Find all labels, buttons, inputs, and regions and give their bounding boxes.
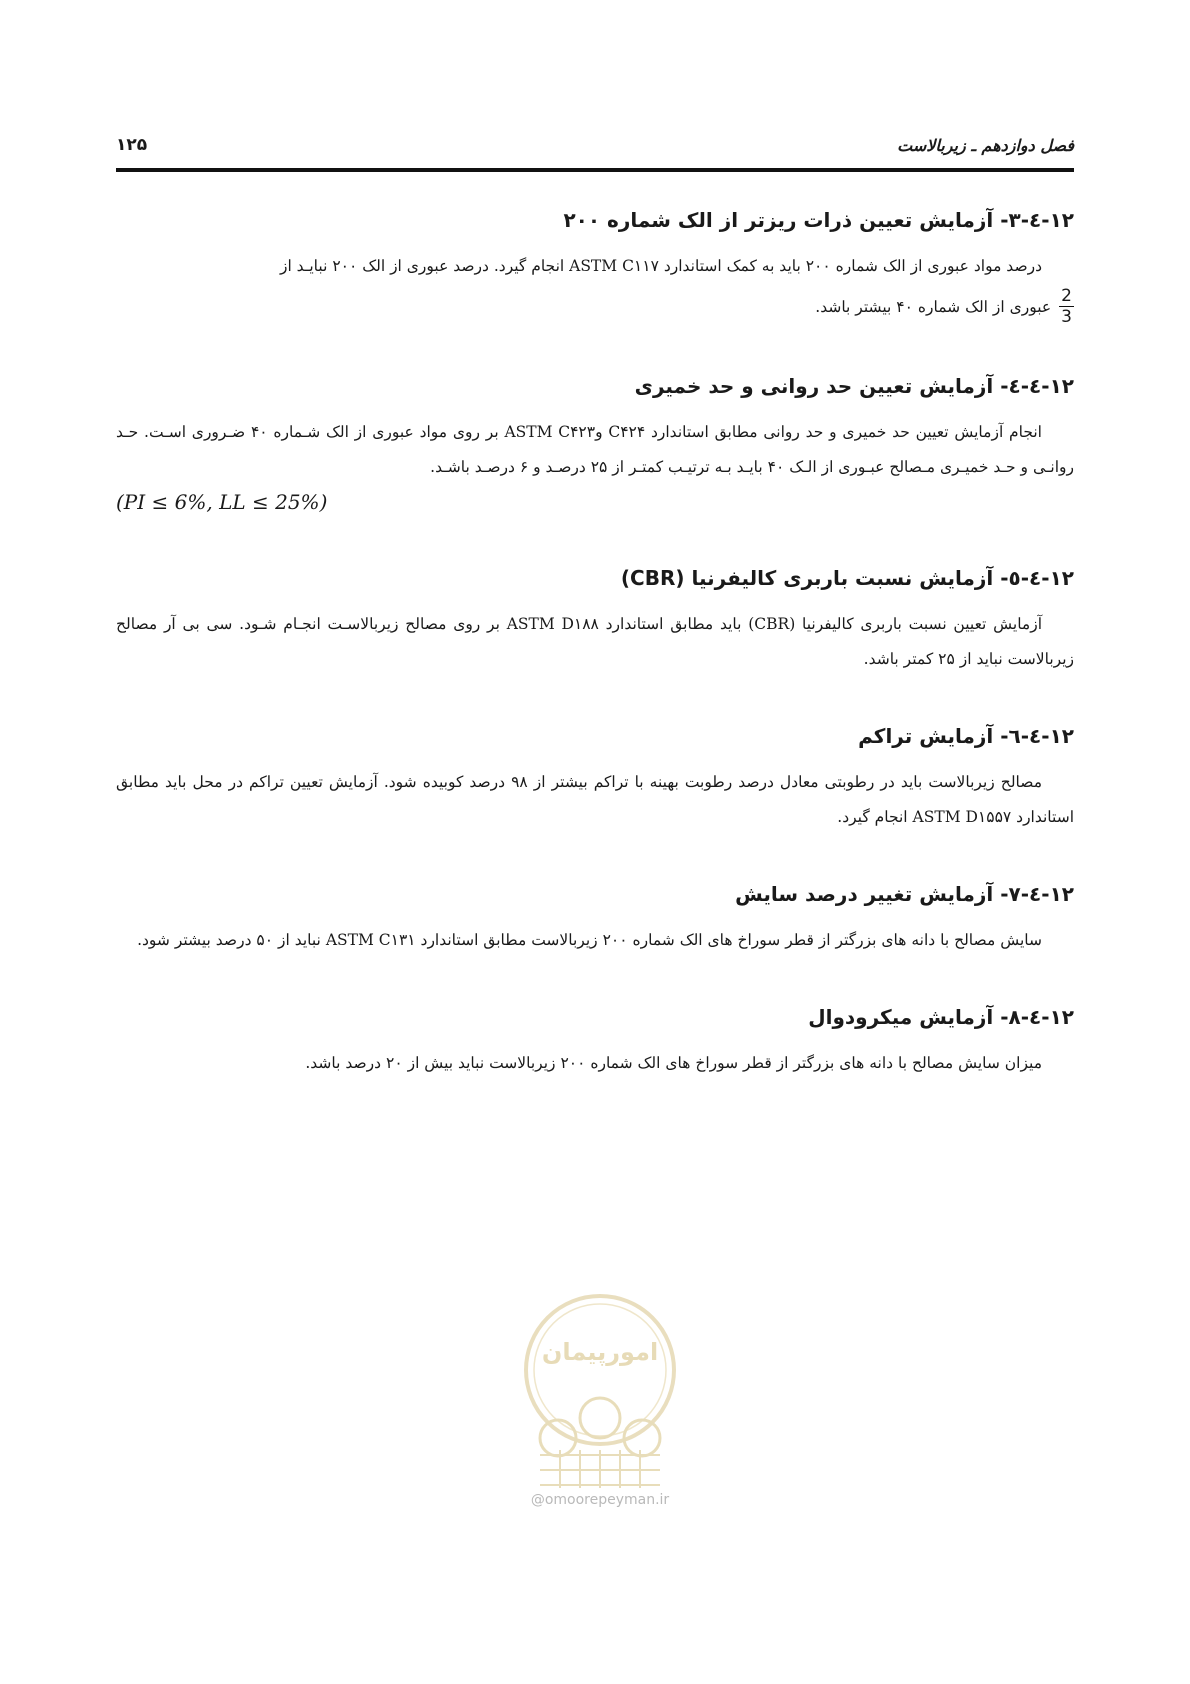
section-heading: ۱۲-٤-۸- آزمایش میکرودوال <box>808 1005 1074 1029</box>
fraction-text: عبوری از الک شماره ۴۰ بیشتر باشد. <box>815 297 1052 316</box>
page-header <box>116 128 1074 162</box>
section-compaction <box>116 721 1074 835</box>
fraction-numerator: 2 <box>1061 286 1072 306</box>
section-heading: ۱۲-٤-٥- آزمایش نسبت باربری کالیفرنیا (CBR) <box>620 566 1074 590</box>
page-content <box>116 205 1074 1125</box>
section-heading: ۱۲-٤-٦- آزمایش تراکم <box>858 724 1074 748</box>
fraction-line <box>116 286 1074 327</box>
chapter-title: فصل دوازدهم ـ زیربالاست <box>897 135 1074 155</box>
section-heading: ۱۲-٤-۳- آزمایش تعیین ذرات ریزتر از الک شماره ۲۰۰ <box>563 208 1074 232</box>
section-atterberg-limits <box>116 371 1074 519</box>
section-paragraph: میزان سایش مصالح با دانه های بزرگتر از قطر سوراخ های الک شماره ۲۰۰ زیربالاست نباید بیش از ۲۰ درصد باشد. <box>305 1054 1042 1072</box>
watermark-logo-icon <box>520 1290 680 1490</box>
section-paragraph: انجام آزمایش تعیین حد خمیری و حد روانی مطابق استاندارد C۴۲۴ وASTM C۴۲۳ بر روی مواد عبوری از الک شـماره ۴۰ ضـروری اسـت. حـد روانـی و حـد خمیـری مـصالح عبـوری از الـک ۴۰ بایـد بـه ترتیـب کمتـر از ۲۵ درصـد و ۶ درصـد باشـد. <box>116 423 1074 476</box>
section-paragraph: مصالح زیربالاست باید در رطوبتی معادل درصد رطوبت بهینه با تراکم بیشتر از ۹۸ درصد کوبیده شود. آزمایش تعیین تراکم در محل باید مطابق استاندارد ASTM D۱۵۵۷ انجام گیرد. <box>116 773 1074 826</box>
section-paragraph: آزمایش تعیین نسبت باربری کالیفرنیا (CBR) باید مطابق استاندارد ASTM D۱۸۸ بر روی مصالح زیربالاسـت انجـام شـود. سی بی آر مصالح زیربالاست نباید از ۲۵ کمتر باشد. <box>116 615 1074 668</box>
section-cbr <box>116 563 1074 677</box>
limits-formula: (PI ≤ 6%, LL ≤ 25%) <box>116 490 328 514</box>
header-divider <box>116 168 1074 172</box>
watermark-url: @omoorepeyman.ir <box>530 1492 670 1508</box>
page-number: ۱۲۵ <box>116 135 148 155</box>
section-micro-deval <box>116 1002 1074 1081</box>
fraction-denominator: 3 <box>1061 307 1072 327</box>
section-heading: ۱۲-٤-٤- آزمایش تعیین حد روانی و حد خمیری <box>634 374 1074 398</box>
section-heading: ۱۲-٤-۷- آزمایش تغییر درصد سایش <box>735 882 1074 906</box>
section-paragraph: سایش مصالح با دانه های بزرگتر از قطر سوراخ های الک شماره ۲۰۰ زیربالاست مطابق استاندارد ASTM C۱۳۱ نباید از ۵۰ درصد بیشتر شود. <box>137 931 1042 949</box>
section-paragraph: درصد مواد عبوری از الک شماره ۲۰۰ باید به کمک استاندارد ASTM C۱۱۷ انجام گیرد. درصد عبوری از الک ۲۰۰ نبایـد از <box>279 257 1042 275</box>
section-fines-test <box>116 205 1074 327</box>
section-abrasion <box>116 879 1074 958</box>
fraction <box>1059 286 1074 327</box>
watermark-logo-text: امورپیمان <box>541 1338 659 1366</box>
